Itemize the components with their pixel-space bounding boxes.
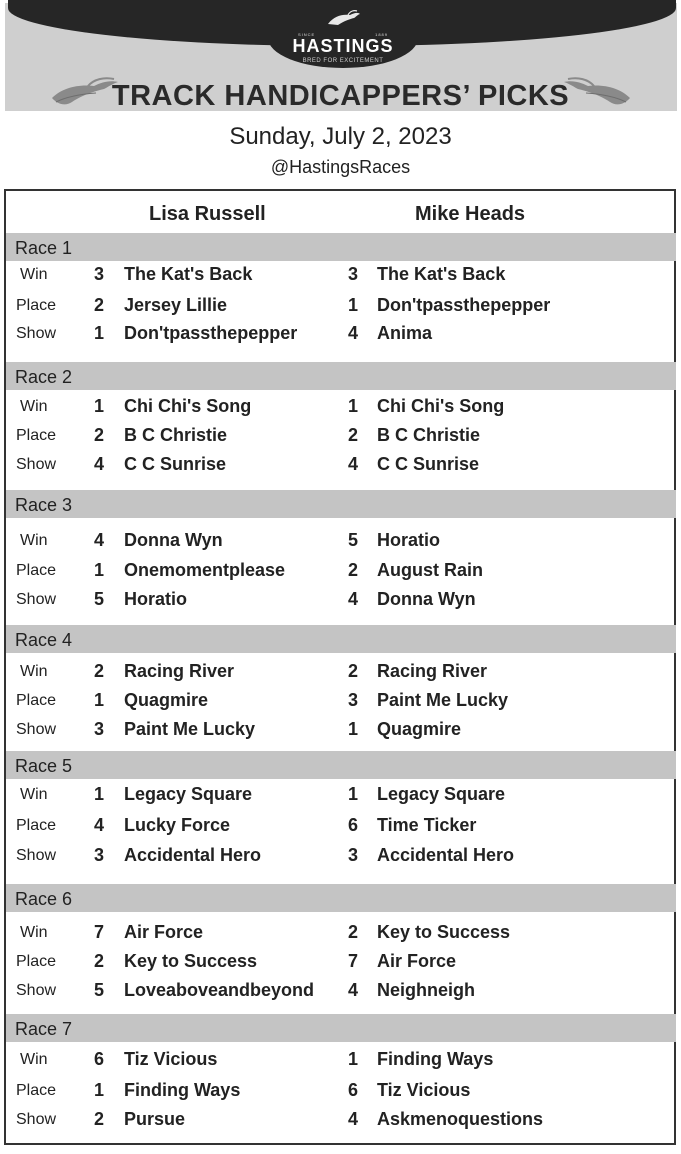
handicapper-1-number: 1 bbox=[93, 690, 104, 710]
handicapper-1-number: 4 bbox=[93, 530, 104, 550]
handicapper-2-number: 3 bbox=[347, 264, 358, 284]
handicapper-1-horse: Key to Success bbox=[124, 951, 258, 971]
handicapper-2-number: 6 bbox=[347, 1080, 358, 1100]
race-header bbox=[6, 751, 676, 779]
handicapper-2-horse: Quagmire bbox=[377, 719, 462, 739]
finish-position: Show bbox=[16, 1111, 57, 1128]
handicapper-2-horse: Air Force bbox=[377, 951, 457, 971]
pick-row bbox=[6, 451, 676, 477]
logo-since: SINCE bbox=[298, 32, 316, 37]
handicapper-2-number: 1 bbox=[347, 295, 358, 315]
social-handle: @HastingsRaces bbox=[270, 157, 411, 177]
handicapper-1-number: 3 bbox=[93, 264, 104, 284]
handicapper-2-number: 2 bbox=[347, 661, 358, 681]
handicapper-1-horse: Quagmire bbox=[124, 690, 209, 710]
race-label: Race 6 bbox=[15, 889, 73, 909]
handicapper-2-number: 6 bbox=[347, 815, 358, 835]
handicapper-1-horse: Horatio bbox=[124, 589, 187, 609]
race-date: Sunday, July 2, 2023 bbox=[229, 123, 452, 150]
handicapper-1-horse: C C Sunrise bbox=[124, 454, 227, 474]
handicapper-1-horse: Racing River bbox=[124, 661, 235, 681]
handicapper-2-number: 3 bbox=[347, 690, 358, 710]
handicapper-2-horse: C C Sunrise bbox=[377, 454, 480, 474]
finish-position: Place bbox=[16, 427, 57, 444]
finish-position: Win bbox=[20, 924, 48, 941]
pick-row bbox=[6, 716, 676, 742]
handicapper-1-horse: Finding Ways bbox=[124, 1080, 241, 1100]
handicapper-2-horse: Chi Chi's Song bbox=[377, 396, 505, 416]
logo-year: 1889 bbox=[375, 32, 388, 37]
handicapper-2-horse: Donna Wyn bbox=[377, 589, 476, 609]
handicapper-2-horse: Legacy Square bbox=[377, 784, 506, 804]
horse-logo-icon bbox=[326, 10, 362, 28]
handicapper-1-number: 2 bbox=[93, 1109, 104, 1129]
finish-position: Win bbox=[20, 532, 48, 549]
handicapper-1-number: 1 bbox=[93, 784, 104, 804]
handicapper-1-horse: Donna Wyn bbox=[124, 530, 223, 550]
pick-row bbox=[6, 812, 676, 838]
handicapper-2-horse: August Rain bbox=[377, 560, 483, 580]
handicapper-2-number: 2 bbox=[347, 922, 358, 942]
handicapper-2-horse: Horatio bbox=[377, 530, 440, 550]
pick-row bbox=[6, 781, 676, 807]
handicapper-2-horse: Time Ticker bbox=[377, 815, 477, 835]
race-header bbox=[6, 884, 676, 912]
handicapper-1-number: 2 bbox=[93, 295, 104, 315]
pick-row bbox=[6, 687, 676, 713]
handicapper-2-header: Mike Heads bbox=[415, 203, 526, 225]
handicapper-1-number: 1 bbox=[93, 1080, 104, 1100]
finish-position: Win bbox=[20, 663, 48, 680]
hastings-logo bbox=[268, 6, 418, 68]
handicapper-1-number: 5 bbox=[93, 980, 104, 1000]
handicapper-2-number: 1 bbox=[347, 784, 358, 804]
handicapper-1-horse: The Kat's Back bbox=[124, 264, 253, 284]
finish-position: Win bbox=[20, 1051, 48, 1068]
handicapper-1-number: 3 bbox=[93, 719, 104, 739]
handicapper-2-horse: Anima bbox=[377, 323, 433, 343]
handicapper-1-header: Lisa Russell bbox=[149, 203, 266, 225]
pick-row bbox=[6, 977, 676, 1003]
handicapper-1-number: 2 bbox=[93, 661, 104, 681]
handicapper-1-number: 2 bbox=[93, 425, 104, 445]
handicapper-2-horse: Accidental Hero bbox=[377, 845, 515, 865]
pick-row bbox=[6, 422, 676, 448]
handicapper-1-number: 2 bbox=[93, 951, 104, 971]
race-header bbox=[6, 1014, 676, 1042]
handicapper-1-number: 5 bbox=[93, 589, 104, 609]
handicapper-1-number: 1 bbox=[93, 560, 104, 580]
pick-row bbox=[6, 1046, 676, 1072]
handicapper-2-number: 4 bbox=[347, 980, 358, 1000]
finish-position: Place bbox=[16, 817, 57, 834]
finish-position: Win bbox=[20, 266, 48, 283]
handicapper-2-number: 4 bbox=[347, 454, 358, 474]
handicapper-2-number: 2 bbox=[347, 560, 358, 580]
pick-row bbox=[6, 586, 676, 612]
finish-position: Show bbox=[16, 325, 57, 342]
finish-position: Show bbox=[16, 721, 57, 738]
pick-row bbox=[6, 393, 676, 419]
handicapper-1-horse: Jersey Lillie bbox=[124, 295, 228, 315]
handicapper-2-horse: Finding Ways bbox=[377, 1049, 494, 1069]
finish-position: Win bbox=[20, 398, 48, 415]
finish-position: Win bbox=[20, 786, 48, 803]
finish-position: Place bbox=[16, 692, 57, 709]
handicapper-2-number: 1 bbox=[347, 396, 358, 416]
handicapper-2-horse: B C Christie bbox=[377, 425, 481, 445]
race-label: Race 5 bbox=[15, 756, 73, 776]
handicapper-1-horse: Legacy Square bbox=[124, 784, 253, 804]
handicapper-1-horse: Don'tpassthepepper bbox=[124, 323, 298, 343]
handicapper-1-horse: Paint Me Lucky bbox=[124, 719, 256, 739]
finish-position: Place bbox=[16, 297, 57, 314]
finish-position: Show bbox=[16, 591, 57, 608]
handicapper-1-number: 4 bbox=[93, 815, 104, 835]
handicapper-1-horse: Air Force bbox=[124, 922, 204, 942]
handicapper-1-horse: Loveaboveandbeyond bbox=[124, 980, 315, 1000]
race-header bbox=[6, 362, 676, 390]
race-header bbox=[6, 625, 676, 653]
handicapper-1-horse: Chi Chi's Song bbox=[124, 396, 252, 416]
handicapper-1-horse: B C Christie bbox=[124, 425, 228, 445]
race-label: Race 4 bbox=[15, 630, 73, 650]
handicapper-1-horse: Lucky Force bbox=[124, 815, 231, 835]
logo-tagline: BRED FOR EXCITEMENT bbox=[302, 58, 384, 64]
race-header bbox=[6, 233, 676, 261]
handicapper-2-horse: Neighneigh bbox=[377, 980, 475, 1000]
handicapper-1-horse: Accidental Hero bbox=[124, 845, 262, 865]
race-label: Race 2 bbox=[15, 367, 73, 387]
finish-position: Place bbox=[16, 1082, 57, 1099]
handicapper-2-number: 4 bbox=[347, 323, 358, 343]
handicapper-2-number: 1 bbox=[347, 719, 358, 739]
finish-position: Show bbox=[16, 982, 57, 999]
handicapper-1-number: 7 bbox=[93, 922, 104, 942]
pick-row bbox=[6, 292, 676, 318]
handicapper-2-number: 7 bbox=[347, 951, 358, 971]
finish-position: Place bbox=[16, 953, 57, 970]
logo-name: HASTINGS bbox=[292, 36, 394, 56]
handicapper-2-horse: Tiz Vicious bbox=[377, 1080, 471, 1100]
handicapper-2-horse: Key to Success bbox=[377, 922, 511, 942]
handicapper-2-number: 1 bbox=[347, 1049, 358, 1069]
pick-row bbox=[6, 658, 676, 684]
handicapper-1-number: 1 bbox=[93, 396, 104, 416]
handicapper-2-number: 4 bbox=[347, 1109, 358, 1129]
handicapper-1-horse: Onemomentplease bbox=[124, 560, 286, 580]
pick-row bbox=[6, 1106, 676, 1132]
handicapper-1-number: 1 bbox=[93, 323, 104, 343]
handicapper-1-number: 6 bbox=[93, 1049, 104, 1069]
pick-row bbox=[6, 842, 676, 868]
pick-row bbox=[6, 557, 676, 583]
handicapper-2-number: 5 bbox=[347, 530, 358, 550]
pick-row bbox=[6, 261, 676, 287]
pick-row bbox=[6, 320, 676, 346]
race-label: Race 7 bbox=[15, 1019, 73, 1039]
handicapper-1-horse: Tiz Vicious bbox=[124, 1049, 218, 1069]
race-label: Race 1 bbox=[15, 238, 73, 258]
finish-position: Place bbox=[16, 562, 57, 579]
handicapper-2-horse: Paint Me Lucky bbox=[377, 690, 509, 710]
pick-row bbox=[6, 919, 676, 945]
handicapper-2-number: 4 bbox=[347, 589, 358, 609]
handicapper-1-number: 4 bbox=[93, 454, 104, 474]
page-title: TRACK HANDICAPPERS’ PICKS bbox=[111, 80, 570, 112]
handicapper-2-number: 3 bbox=[347, 845, 358, 865]
race-header bbox=[6, 490, 676, 518]
handicapper-2-horse: Askmenoquestions bbox=[377, 1109, 544, 1129]
pick-row bbox=[6, 948, 676, 974]
handicapper-2-number: 2 bbox=[347, 425, 358, 445]
handicapper-2-horse: Racing River bbox=[377, 661, 488, 681]
handicapper-2-horse: Don'tpassthepepper bbox=[377, 295, 551, 315]
race-label: Race 3 bbox=[15, 495, 73, 515]
handicapper-1-horse: Pursue bbox=[124, 1109, 186, 1129]
finish-position: Show bbox=[16, 847, 57, 864]
handicapper-1-number: 3 bbox=[93, 845, 104, 865]
pick-row bbox=[6, 1077, 676, 1103]
handicapper-2-horse: The Kat's Back bbox=[377, 264, 506, 284]
pick-row bbox=[6, 527, 676, 553]
finish-position: Show bbox=[16, 456, 57, 473]
